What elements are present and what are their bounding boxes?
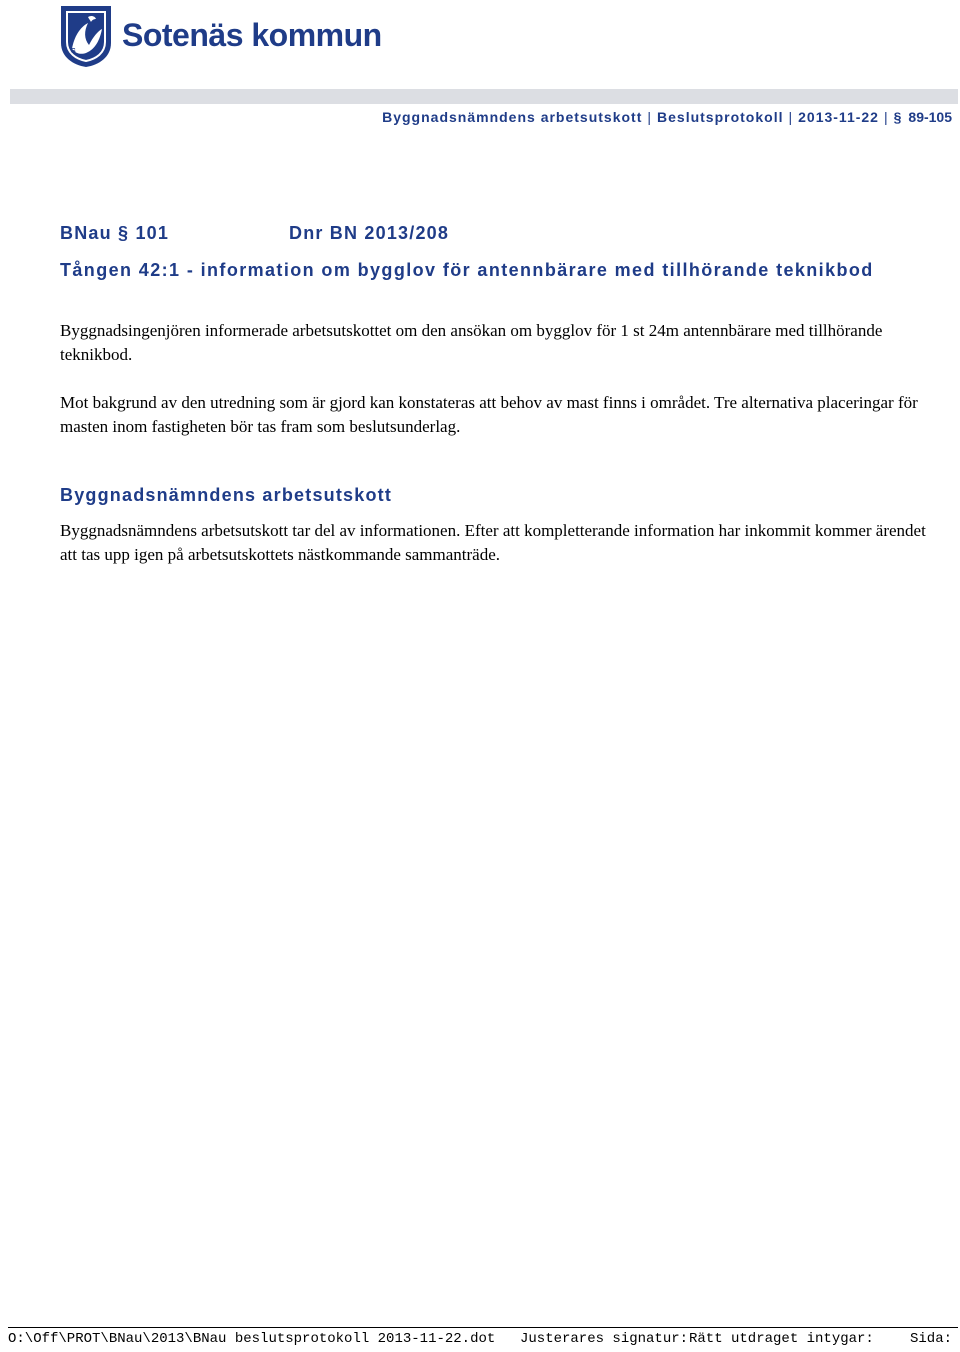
header-paragraph-range: 89-105 — [908, 109, 952, 125]
item-title: Tången 42:1 - information om bygglov för antennbärare med tillhörande teknikbod — [60, 260, 874, 280]
section-dnr: Dnr BN 2013/208 — [289, 223, 450, 243]
decision-text: Byggnadsnämndens arbetsutskott tar del av informationen. Efter att kompletterande information har inkommit kommer ärendet att tas upp igen på arbetsutskottets nästkommande sammanträde. — [60, 521, 926, 564]
body-paragraph: Mot bakgrund av den utredning som är gjord kan konstateras att behov av mast finns i området. Tre alternativa placeringar för masten inom fastigheten bör tas fram som beslutsunderlag. — [60, 393, 918, 436]
sotenas-crest-icon — [58, 3, 114, 69]
decision-heading: Byggnadsnämndens arbetsutskott — [60, 485, 393, 505]
section-id: BNau — [60, 223, 112, 243]
header-committee: Byggnadsnämndens arbetsutskott — [382, 109, 643, 125]
document-header — [382, 109, 952, 125]
header-separator: | — [788, 109, 794, 125]
logo-text: Sotenäs kommun — [122, 16, 382, 53]
page-footer — [8, 1331, 952, 1351]
section-heading — [60, 223, 450, 244]
footer-divider — [8, 1327, 958, 1328]
header-date: 2013-11-22 — [798, 109, 879, 125]
svg-text:S: S — [71, 48, 76, 55]
header-paragraph-sign: § — [893, 109, 903, 125]
logo — [58, 3, 382, 69]
section-number: 101 — [135, 223, 170, 243]
footer-file-path: O:\Off\PROT\BNau\2013\BNau beslutsprotokoll 2013-11-22.dot — [8, 1331, 496, 1347]
header-doc-type: Beslutsprotokoll — [657, 109, 784, 125]
body-paragraph: Byggnadsingenjören informerade arbetsutskottet om den ansökan om bygglov för 1 st 24m antennbärare med tillhörande teknikbod. — [60, 321, 883, 364]
footer-certified-label: Rätt utdraget intygar: — [689, 1331, 874, 1347]
header-bar — [10, 89, 958, 104]
footer-signature-label: Justerares signatur: — [520, 1331, 689, 1347]
section-paragraph-sign: § — [118, 223, 130, 243]
header-separator: | — [647, 109, 653, 125]
footer-page-label: Sida: — [909, 1331, 952, 1347]
header-separator: | — [883, 109, 889, 125]
